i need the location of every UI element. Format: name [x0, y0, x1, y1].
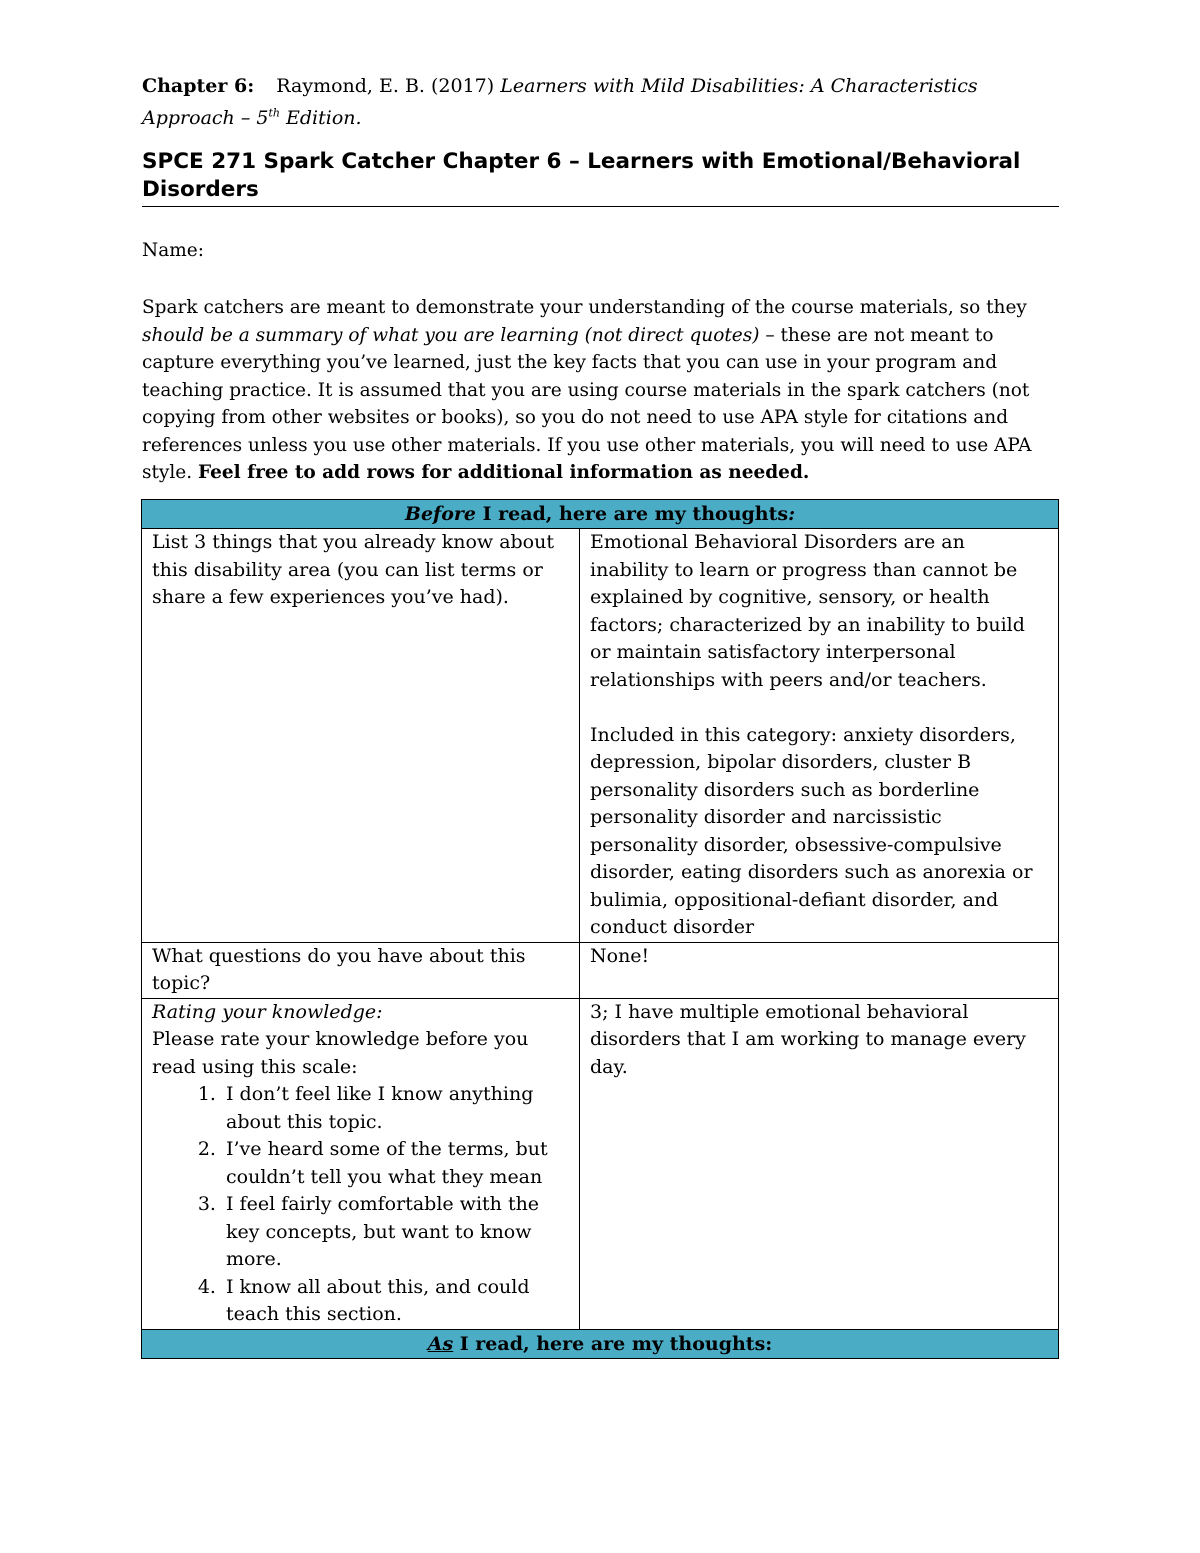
prompt-cell: [142, 998, 580, 1329]
spark-catcher-table: [141, 499, 1059, 1359]
book-title: Learners with Mild Disabilities: A Characteristics Approach – 5: [142, 75, 978, 130]
citation: [142, 72, 1059, 132]
table-row: [142, 998, 1059, 1329]
rating-title: Rating your knowledge:: [152, 1000, 383, 1023]
answer-cell[interactable]: 3; I have multiple emotional behavioral disorders that I am working to manage every day.: [580, 998, 1059, 1329]
answer-cell[interactable]: None!: [580, 942, 1059, 998]
prompt-cell: List 3 things that you already know about this disability area (you can list terms or share a few experiences you’ve had).: [142, 529, 580, 943]
instructions-bold: Feel free to add rows for additional information as needed.: [198, 462, 810, 484]
name-field-label: Name:: [142, 240, 204, 262]
before-emphasis: Before: [404, 503, 476, 525]
citation-authors: Raymond, E. B. (2017): [276, 75, 501, 97]
as-emphasis: As: [427, 1332, 454, 1355]
as-header-cell: [142, 1329, 1059, 1358]
rating-instructions: Please rate your knowledge before you read using this scale:: [152, 1028, 529, 1078]
instructions-paragraph: [142, 294, 1059, 487]
chapter-label: Chapter 6:: [142, 75, 255, 97]
answer-paragraph-2: Included in this category: anxiety disorders, depression, bipolar disorders, cluster B personality disorders such as borderline personality disorder and narcissistic personality disorder, obsessive-compulsive disorder, eating disorders such as anorexia or bulimia, oppositional-defiant disorder, and conduct disorder: [590, 723, 1033, 938]
instructions-italic: should be a summary of what you are learning (not direct quotes): [142, 324, 760, 346]
edition-label: Edition.: [279, 107, 362, 130]
rating-scale-list: [152, 1081, 569, 1329]
as-header-text: I read, here are my thoughts:: [453, 1332, 773, 1355]
list-item: 1. I don’t feel like I know anything about this topic.: [222, 1081, 569, 1136]
as-header-row: [142, 1329, 1059, 1358]
list-item: 3. I feel fairly comfortable with the key concepts, but want to know more.: [222, 1191, 569, 1274]
instructions-text-2: – these are not meant to capture everything you’ve learned, just the key facts that you can use in your program and teaching practice. It is assumed that you are using course materials in the spark catchers (not copying from other websites or books), so you do not need to use APA style for citations and references unless you use other materials. If you use other materials, you will need to use APA style.: [142, 324, 1032, 484]
instructions-text-1: Spark catchers are meant to demonstrate your understanding of the course materials, so they: [142, 297, 1027, 319]
table-row: [142, 529, 1059, 943]
before-header-cell: [142, 500, 1059, 529]
before-header-text: I read, here are my thoughts: [475, 503, 789, 525]
list-item: 4. I know all about this, and could teach this section.: [222, 1274, 569, 1329]
table-row: [142, 942, 1059, 998]
document-title: SPCE 271 Spark Catcher Chapter 6 – Learners with Emotional/Behavioral Disorders: [142, 148, 1059, 207]
answer-cell[interactable]: [580, 529, 1059, 943]
before-header-row: [142, 500, 1059, 529]
list-item: 2. I’ve heard some of the terms, but couldn’t tell you what they mean: [222, 1136, 569, 1191]
document-page: [142, 72, 1059, 487]
prompt-cell: What questions do you have about this topic?: [142, 942, 580, 998]
answer-paragraph-1: Emotional Behavioral Disorders are an inability to learn or progress than cannot be explained by cognitive, sensory, or health factors; characterized by an inability to build or maintain satisfactory interpersonal relationships with peers and/or teachers.: [590, 531, 1025, 691]
before-header-colon: :: [788, 503, 796, 525]
edition-superscript: th: [268, 107, 280, 120]
